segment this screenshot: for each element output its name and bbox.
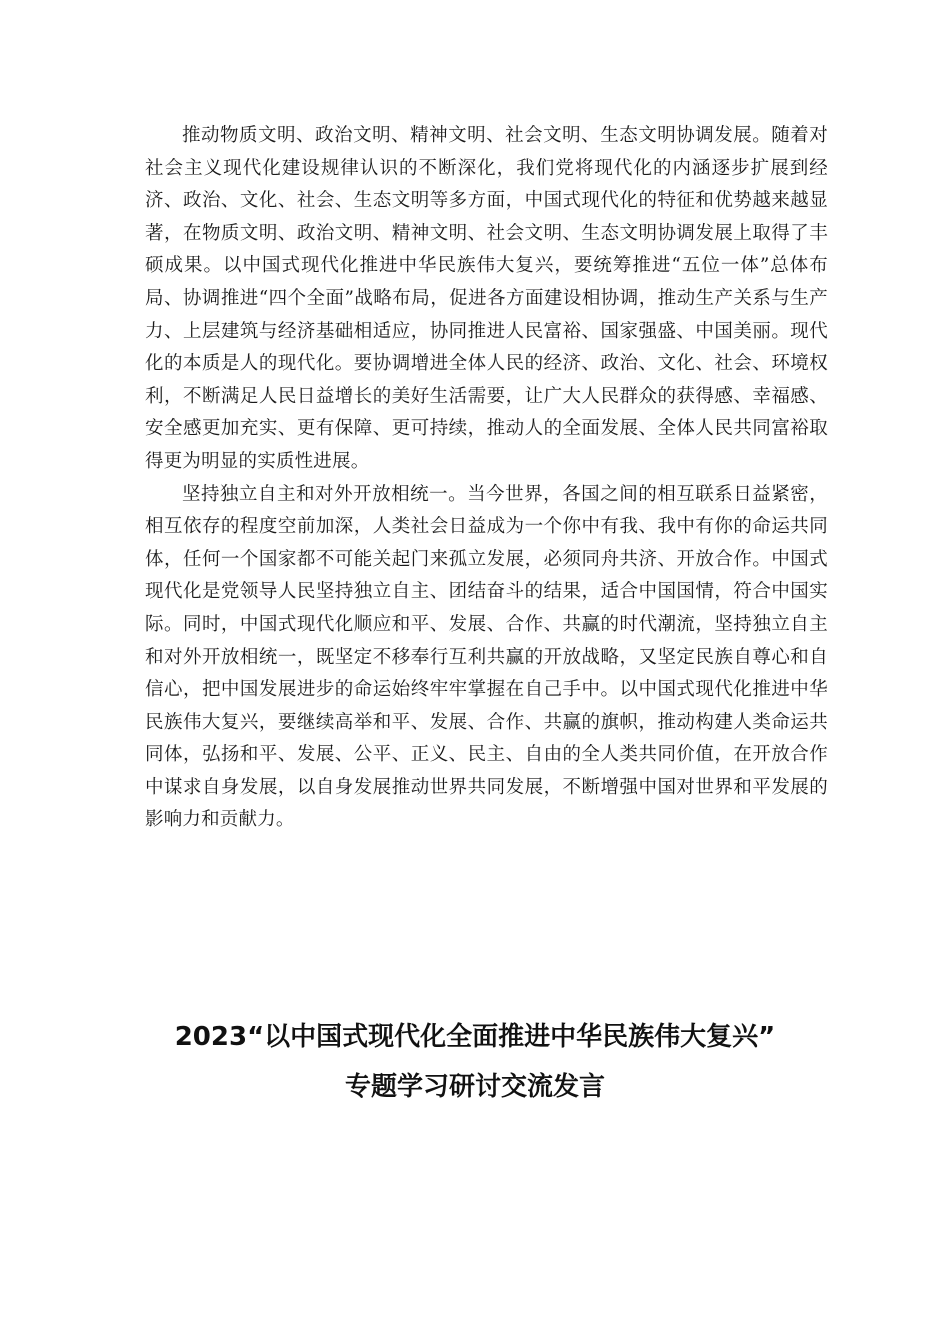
- title-line-2: 专题学习研讨交流发言: [344, 1072, 605, 1102]
- document-title: [100, 1012, 850, 1112]
- paragraph: 坚持独立自主和对外开放相统一。当今世界，各国之间的相互联系日益紧密，相互依存的程度空前加深，人类社会日益成为一个你中有我、我中有你的命运共同体，任何一个国家都不可能关起门来孤立发展，必须同舟共济、开放合作。中国式现代化是党领导人民坚持独立自主、团结奋斗的结果，适合中国国情，符合中国实际。同时，中国式现代化顺应和平、发展、合作、共赢的时代潮流，坚持独立自主和对外开放相统一，既坚定不移奉行互利共赢的开放战略，又坚定民族自尊心和自信心，把中国发展进步的命运始终牢牢掌握在自己手中。以中国式现代化推进中华民族伟大复兴，要继续高举和平、发展、合作、共赢的旗帜，推动构建人类命运共同体，弘扬和平、发展、公平、正义、民主、自由的全人类共同价值，在开放合作中谋求自身发展，以自身发展推动世界共同发展，不断增强中国对世界和平发展的影响力和贡献力。: [145, 483, 828, 831]
- title-line-1: 2023“以中国式现代化全面推进中华民族伟大复兴”: [174, 1022, 776, 1052]
- paragraph: 推动物质文明、政治文明、精神文明、社会文明、生态文明协调发展。随着对社会主义现代化建设规律认识的不断深化，我们党将现代化的内涵逐步扩展到经济、政治、文化、社会、生态文明等多方面，中国式现代化的特征和优势越来越显著，在物质文明、政治文明、精神文明、社会文明、生态文明协调发展上取得了丰硕成果。以中国式现代化推进中华民族伟大复兴，要统筹推进“五位一体”总体布局、协调推进“四个全面”战略布局，促进各方面建设相协调，推动生产关系与生产力、上层建筑与经济基础相适应，协同推进人民富裕、国家强盛、中国美丽。现代化的本质是人的现代化。要协调增进全体人民的经济、政治、文化、社会、环境权利，不断满足人民日益增长的美好生活需要，让广大人民群众的获得感、幸福感、安全感更加充实、更有保障、更可持续，推动人的全面发展、全体人民共同富裕取得更为明显的实质性进展。: [145, 125, 828, 472]
- body-text: [145, 120, 828, 837]
